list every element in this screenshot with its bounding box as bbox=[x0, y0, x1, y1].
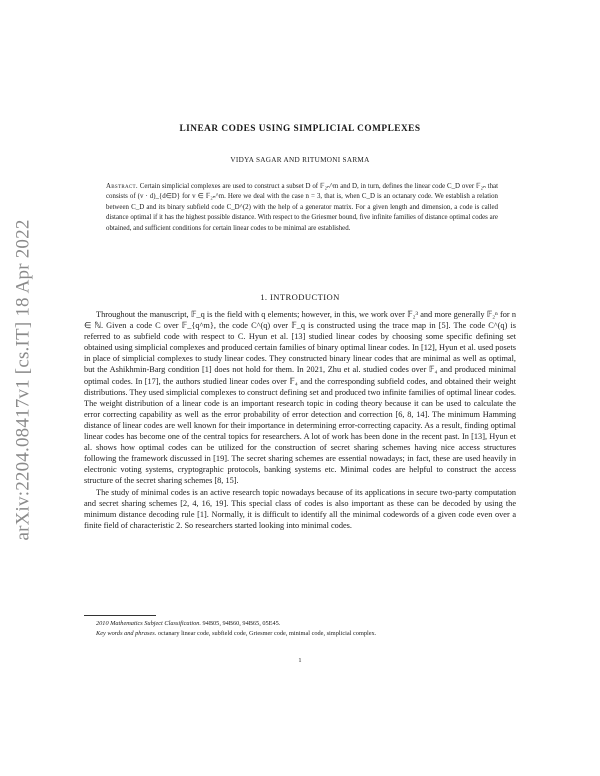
arxiv-identifier-text: arXiv:2204.08417v1 [cs.IT] 18 Apr 2022 bbox=[13, 219, 34, 541]
footnote-msc-label: 2010 Mathematics Subject Classification. bbox=[96, 620, 201, 627]
footnotes bbox=[84, 619, 516, 638]
paper-title: LINEAR CODES USING SIMPLICIAL COMPLEXES bbox=[179, 124, 421, 134]
footnote-msc bbox=[84, 619, 516, 629]
abstract bbox=[106, 182, 498, 234]
abstract-label: Abstract. bbox=[106, 183, 138, 190]
body-paragraph: Throughout the manuscript, 𝔽_q is the field with q elements; however, in this, we work over 𝔽₂³ and more generally 𝔽₂ⁿ for n ∈ ℕ. Given a code C over 𝔽_{q^m}, the code C^(q) over 𝔽_q is constructed using the trace map in [5]. The code C^(q) is referred to as subfield code with respect to C. Hyun et al. [13] studied linear codes by choosing some specific defining set obtained using simplicial complexes and produced certain families of binary optimal linear codes. In [12], Hyun et al. used posets in place of simplicial complexes to study linear codes. They constructed binary linear codes that are minimal as well as optimal, but the Ashikhmin-Barg condition [1] does not hold for them. In 2021, Zhu et al. studied codes over 𝔽₄ and produced minimal optimal codes. In [17], the authors studied linear codes over 𝔽₄ and the corresponding subfield codes, and obtained their weight distributions. They used simplicial complexes to construct defining set and produced two infinite families of optimal linear codes. The weight distribution of a linear code is an important research topic in coding theory because it can be used to calculate the error correcting capability as well as the error probability of error detection and correction [6, 8, 14]. The minimum Hamming distance of linear codes are well known for their importance in determining error-correcting capacity. As a result, finding optimal linear codes has become one of the central topics for researchers. A lot of work has been done in the recent past. In [13], Hyun et al. shows how optimal codes can be utilized for the construction of secret sharing schemes having nice access structures following the framework discussed in [19]. The secret sharing schemes are essential nowadays; in fact, these are used heavily in electronic voting systems, cryptographic protocols, banking systems etc. Minimal codes are helpful to construct the access structure of the secret sharing schemes [8, 15]. bbox=[84, 310, 516, 486]
footnote-divider bbox=[84, 615, 156, 616]
footnote-keywords-label: Key words and phrases. bbox=[96, 629, 157, 637]
abstract-text: Certain simplicial complexes are used to construct a subset D of 𝔽₂ₙ^m and D, in turn, defines the linear code C_D over 𝔽₂ₙ that consists of (v · d)_{d∈D} for v ∈ 𝔽₂ₙ^m. Here we deal with the case n = 3, that is, when C_D is an octanary code. We establish a relation between C_D and its binary subfield code C_D^(2) with the help of a generator matrix. For a given length and dimension, a code is called distance optimal if it has the highest possible distance. With respect to the Griesmer bound, five infinite families of distance optimal codes are obtained, and sufficient conditions for certain linear codes to be minimal are established. bbox=[106, 183, 498, 232]
section-heading: 1. INTRODUCTION bbox=[260, 292, 340, 302]
section-body bbox=[84, 309, 516, 531]
arxiv-identifier bbox=[4, 190, 44, 570]
footnote-msc-text: 94B05, 94B60, 94B65, 05E45. bbox=[202, 620, 281, 627]
paper-authors: VIDYA SAGAR AND RITUMONI SARMA bbox=[230, 156, 370, 164]
footnote-keywords bbox=[84, 629, 516, 639]
footnote-keywords-text: octanary linear code, subfield code, Griesmer code, minimal code, simplicial complex. bbox=[157, 629, 377, 637]
body-paragraph: The study of minimal codes is an active research topic nowadays because of its applications in secure two-party computation and secret sharing schemes [2, 4, 16, 19]. This special class of codes is also important as these can be decoded by using the minimum distance decoding rule [1]. Normally, it is difficult to identify all the minimal codewords of a given code even over a finite field of characteristic 2. So researchers started looking into minimal codes. bbox=[84, 487, 516, 530]
page-number: 1 bbox=[298, 657, 302, 664]
